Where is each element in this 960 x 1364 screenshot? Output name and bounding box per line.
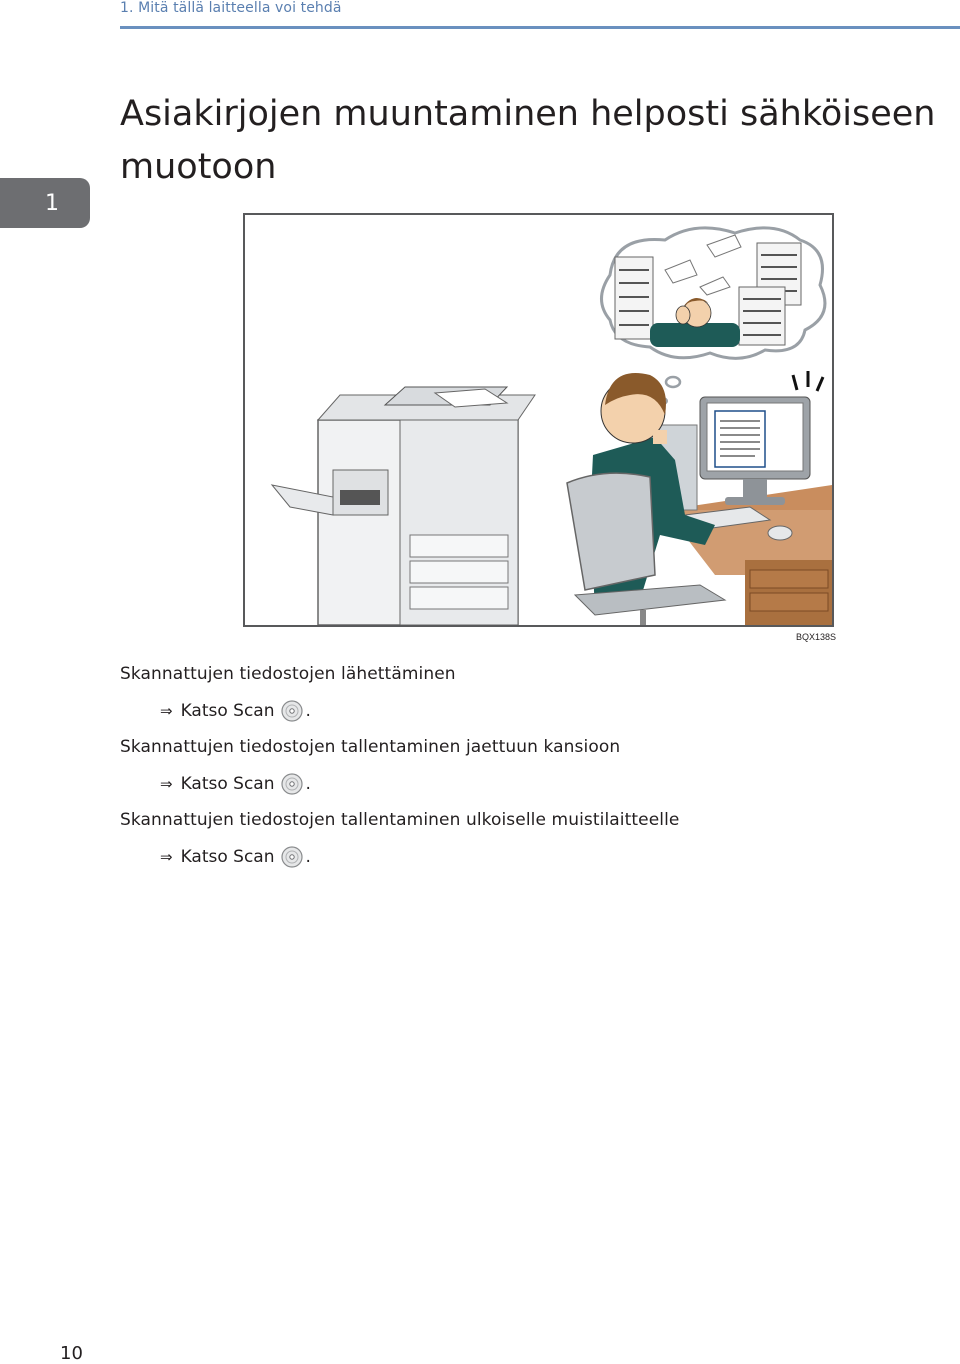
- reference-link[interactable]: Katso Scan: [180, 774, 275, 794]
- stress-marks: [793, 371, 823, 391]
- reference-suffix: .: [305, 847, 311, 867]
- scan-disc-icon: [281, 700, 303, 722]
- item-heading-send-scans: Skannattujen tiedostojen lähettäminen: [120, 664, 456, 684]
- page-number: 10: [60, 1343, 83, 1364]
- item-heading-external-memory: Skannattujen tiedostojen tallentaminen ulkoiselle muistilaitteelle: [120, 810, 680, 830]
- header-rule: [120, 26, 960, 29]
- chapter-number: 1: [45, 190, 59, 216]
- page-title: Asiakirjojen muuntaminen helposti sähköiseen muotoon: [120, 94, 936, 187]
- reference-suffix: .: [305, 774, 311, 794]
- reference-link[interactable]: Katso Scan: [180, 701, 275, 721]
- scan-disc-icon: [281, 846, 303, 868]
- reference-link[interactable]: Katso Scan: [180, 847, 275, 867]
- item-heading-shared-folder: Skannattujen tiedostojen tallentaminen jaettuun kansioon: [120, 737, 621, 757]
- reference-line: [160, 700, 311, 722]
- scan-disc-icon: [281, 773, 303, 795]
- figure-code: BQX138S: [796, 632, 837, 642]
- arrow-icon: ⇒: [160, 702, 173, 720]
- chapter-tab: [0, 178, 90, 228]
- arrow-icon: ⇒: [160, 775, 173, 793]
- scanning-illustration: [243, 213, 834, 627]
- running-header: 1. Mitä tällä laitteella voi tehdä: [120, 0, 342, 16]
- reference-line: [160, 846, 311, 868]
- reference-line: [160, 773, 311, 795]
- reference-suffix: .: [305, 701, 311, 721]
- arrow-icon: ⇒: [160, 848, 173, 866]
- multifunction-printer: [272, 387, 535, 625]
